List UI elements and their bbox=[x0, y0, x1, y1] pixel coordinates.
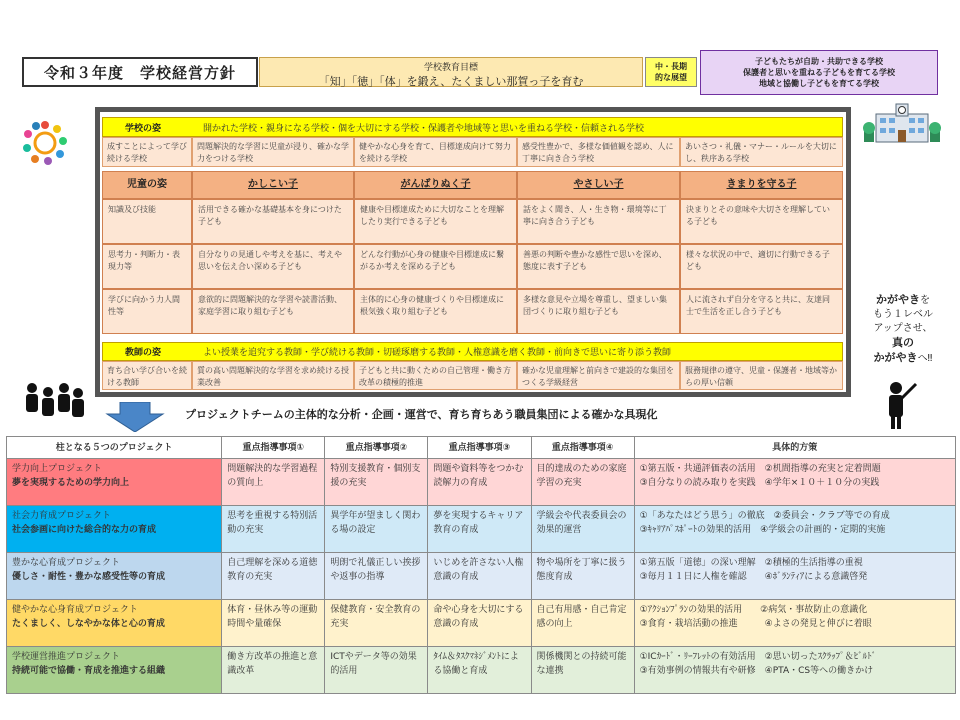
project-name-cell bbox=[7, 506, 222, 553]
plan-line: ③毎月１１日に人権を確認 ④ﾎﾞﾗﾝﾃｨｱによる意識啓発 bbox=[639, 572, 868, 582]
student-grid bbox=[102, 171, 843, 334]
school-cell: あいさつ・礼儀・マナー・ルールを大切にし、秩序ある学校 bbox=[680, 137, 843, 167]
student-cell: 主体的に心身の健康づくりや目標達成に根気強く取り組む子ども bbox=[354, 289, 517, 334]
project-name-cell bbox=[7, 600, 222, 647]
goal-text: 「知」「徳」「体」を鍛え、たくましい那賀っ子を育む bbox=[318, 75, 584, 88]
project-name: 学力向上プロジェクト bbox=[12, 464, 102, 474]
project-plan bbox=[634, 600, 955, 647]
project-name: 社会力育成プロジェクト bbox=[12, 511, 111, 521]
teacher-cell: 育ち合い学び合いを続ける教師 bbox=[102, 361, 192, 390]
student-cell: 善悪の判断や豊かな感性で思いを深め、態度に表す子ども bbox=[517, 244, 680, 289]
project-item: 夢を実現するキャリア教育の育成 bbox=[428, 506, 531, 553]
vision-line: 保護者と思いを重ねる子どもを育てる学校 bbox=[743, 68, 895, 77]
project-table bbox=[6, 436, 956, 694]
student-cell: 知識及び技能 bbox=[102, 199, 192, 244]
student-cell: 話をよく聞き、人・生き物・環境等に丁寧に向き合う子ども bbox=[517, 199, 680, 244]
project-header-cell: 重点指導事項④ bbox=[531, 437, 634, 459]
plan-line: ③自分なりの読み取りを実践 ④学年×１０＋１０分の実践 bbox=[639, 478, 880, 488]
student-header-cell: やさしい子 bbox=[517, 171, 680, 199]
student-cell: 活用できる確かな基礎基本を身につけた子ども bbox=[192, 199, 354, 244]
slogan-text: アップさせ、 bbox=[873, 323, 933, 334]
student-row bbox=[102, 289, 843, 334]
project-banner: プロジェクトチームの主体的な分析・企画・運営で、育ち育ちあう職員集団による確かな具現化 bbox=[185, 408, 658, 421]
student-row bbox=[102, 244, 843, 289]
project-item: 自己理解を深める道徳教育の充実 bbox=[222, 553, 325, 600]
project-subtitle: 持続可能で協働・育成を推進する組織 bbox=[12, 666, 166, 676]
project-plan bbox=[634, 647, 955, 694]
project-item: 問題や資料等をつかむ読解力の育成 bbox=[428, 459, 531, 506]
school-goal-box bbox=[259, 57, 643, 87]
kagayaki-slogan bbox=[858, 293, 948, 366]
student-cell: 決まりとその意味や大切さを理解している子ども bbox=[680, 199, 843, 244]
student-cell: 多様な意見や立場を尊重し、望ましい集団づくりに取り組む子ども bbox=[517, 289, 680, 334]
midterm-line-1: 中・長期 bbox=[655, 62, 687, 71]
project-item: 保健教育・安全教育の充実 bbox=[325, 600, 428, 647]
project-item: ﾀｲﾑ＆ﾀｽｸﾏﾈｼﾞﾒﾝﾄによる協働と育成 bbox=[428, 647, 531, 694]
project-item: 問題解決的な学習過程の質向上 bbox=[222, 459, 325, 506]
project-header-cell: 具体的方策 bbox=[634, 437, 955, 459]
project-row bbox=[7, 506, 956, 553]
project-subtitle: 優しさ・耐性・豊かな感受性等の育成 bbox=[12, 572, 166, 582]
plan-line: ①第五版・共通評価表の活用 ②机間指導の充実と定着問題 bbox=[639, 464, 881, 474]
student-header-cell: きまりを守る子 bbox=[680, 171, 843, 199]
plan-line: ③有効事例の情報共有や研修 ④PTA・CS等への働きかけ bbox=[639, 666, 874, 676]
project-name-cell bbox=[7, 647, 222, 694]
project-item: 思考を重視する特別活動の充実 bbox=[222, 506, 325, 553]
student-header-cell: 児童の姿 bbox=[102, 171, 192, 199]
school-label: 学校の姿 bbox=[125, 123, 162, 134]
project-header-row bbox=[7, 437, 956, 459]
school-cells bbox=[102, 137, 843, 167]
project-item: 目的達成のための家庭学習の充実 bbox=[531, 459, 634, 506]
project-name-cell bbox=[7, 459, 222, 506]
midterm-vision-label bbox=[645, 57, 697, 87]
vision-box bbox=[700, 50, 938, 95]
teacher-label: 教師の姿 bbox=[125, 348, 162, 358]
teacher-band bbox=[102, 342, 843, 361]
student-cell: 様々な状況の中で、適切に行動できる子ども bbox=[680, 244, 843, 289]
teacher-text: よい授業を追究する教師・学び続ける教師・切磋琢磨する教師・人権意識を磨く教師・前向きで思いに寄り添う教師 bbox=[203, 348, 672, 358]
student-cell: どんな行動が心身の健康や目標達成に繋がるか考えを深める子ども bbox=[354, 244, 517, 289]
school-text: 開かれた学校・親身になる学校・個を大切にする学校・保護者や地域等と思いを重ねる学校・信頼される学校 bbox=[203, 123, 645, 134]
project-item: 自己有用感・自己肯定感の向上 bbox=[531, 600, 634, 647]
project-row bbox=[7, 459, 956, 506]
student-cell: 学びに向かう力人間性等 bbox=[102, 289, 192, 334]
project-item: 命や心身を大切にする意識の育成 bbox=[428, 600, 531, 647]
student-cell: 意欲的に問題解決的な学習や読書活動、家庭学習に取り組む子ども bbox=[192, 289, 354, 334]
vision-line: 地域と協働し子どもを育てる学校 bbox=[759, 79, 879, 88]
project-item: 働き方改革の推進と意識改革 bbox=[222, 647, 325, 694]
down-arrow-icon bbox=[105, 402, 165, 432]
teacher-cells bbox=[102, 361, 843, 390]
staff-group-icon bbox=[22, 380, 86, 422]
student-cell: 自分なりの見通しや考えを基に、考えや思いを伝え合い深める子ども bbox=[192, 244, 354, 289]
project-header-cell: 重点指導事項① bbox=[222, 437, 325, 459]
plan-line: ③食育・栽培活動の推進 ④よさの発見と伸びに着眼 bbox=[639, 619, 872, 629]
goal-label: 学校教育目標 bbox=[423, 63, 478, 73]
page-title: 令和３年度 学校経営方針 bbox=[22, 57, 258, 87]
student-cell: 思考力・判断力・表現力等 bbox=[102, 244, 192, 289]
slogan-text: もう１レベル bbox=[873, 309, 933, 320]
project-row bbox=[7, 647, 956, 694]
school-cell: 健やかな心身を育て、目標達成向けて努力を続ける学校 bbox=[354, 137, 517, 167]
school-cell: 成すことによって学び続ける学校 bbox=[102, 137, 192, 167]
teacher-cell: 質の高い問題解決的な学習を求め続ける授業改善 bbox=[192, 361, 354, 390]
plan-line: ①ｱｸｼｮﾝﾌﾟﾗﾝの効果的活用 ②病気・事故防止の意識化 bbox=[639, 605, 868, 615]
project-subtitle: 夢を実現するための学力向上 bbox=[12, 478, 130, 488]
project-subtitle: たくましく、しなやかな体と心の育成 bbox=[12, 619, 165, 629]
student-header-cell: かしこい子 bbox=[192, 171, 354, 199]
student-cell: 人に流されず自分を守ると共に、友達同士で生活を正し合う子ども bbox=[680, 289, 843, 334]
plan-line: ①第五版「道徳」の深い理解 ②積極的生活指導の重視 bbox=[639, 558, 863, 568]
project-item: 関係機関との持続可能な連携 bbox=[531, 647, 634, 694]
project-item: ICTやデータ等の効果的活用 bbox=[325, 647, 428, 694]
school-cell: 感受性豊かで、多様な価値観を認め、人に丁寧に向き合う学校 bbox=[517, 137, 680, 167]
slogan-word: 真の bbox=[892, 336, 914, 349]
project-header-cell: 重点指導事項② bbox=[325, 437, 428, 459]
project-header-cell: 重点指導事項③ bbox=[428, 437, 531, 459]
teacher-pointing-icon bbox=[882, 380, 918, 430]
teacher-cell: 子どもと共に動くための自己管理・働き方改革の積極的推進 bbox=[354, 361, 517, 390]
plan-line: ①ICｶｰﾄﾞ・ﾘｰﾌﾚｯﾄの有効活用 ②思い切ったｽｸﾗｯﾌﾟ＆ﾋﾞﾙﾄﾞ bbox=[639, 652, 877, 662]
project-plan bbox=[634, 506, 955, 553]
midterm-line-2: 的な展望 bbox=[655, 73, 687, 82]
teacher-cell: 服務規律の遵守、児童・保護者・地域等からの厚い信頼 bbox=[680, 361, 843, 390]
plan-line: ①「あなたはどう思う」の徹底 ②委員会・クラブ等での育成 bbox=[639, 511, 890, 521]
project-name: 豊かな心育成プロジェクト bbox=[12, 558, 120, 568]
project-name-cell bbox=[7, 553, 222, 600]
project-item: 学級会や代表委員会の効果的運営 bbox=[531, 506, 634, 553]
student-cell: 健康や目標達成ために大切なことを理解したり実行できる子ども bbox=[354, 199, 517, 244]
project-item: 特別支援教育・個別支援の充実 bbox=[325, 459, 428, 506]
student-header-row bbox=[102, 171, 843, 199]
teacher-cell: 確かな児童理解と前向きで建設的な集団をつくる学級経営 bbox=[517, 361, 680, 390]
student-row bbox=[102, 199, 843, 244]
project-name: 学校運営推進プロジェクト bbox=[12, 652, 120, 662]
project-item: 物や場所を丁寧に扱う態度育成 bbox=[531, 553, 634, 600]
slogan-word: かがやき bbox=[876, 293, 920, 306]
children-circle-icon bbox=[22, 120, 68, 166]
student-header-cell: がんばりぬく子 bbox=[354, 171, 517, 199]
project-item: 異学年が望ましく関わる場の設定 bbox=[325, 506, 428, 553]
project-row bbox=[7, 553, 956, 600]
project-row bbox=[7, 600, 956, 647]
slogan-text: を bbox=[920, 295, 930, 306]
project-item: 明朗で礼儀正しい挨拶や返事の指導 bbox=[325, 553, 428, 600]
school-band bbox=[102, 117, 843, 137]
project-header-cell: 柱となる５つのプロジェクト bbox=[7, 437, 222, 459]
plan-line: ③ｷｬﾘｱﾊﾟｽﾎﾟｰﾄの効果的活用 ④学級会の計画的・定期的実施 bbox=[639, 525, 886, 535]
project-name: 健やかな心身育成プロジェクト bbox=[12, 605, 138, 615]
slogan-text: へ‼ bbox=[917, 353, 933, 364]
school-cell: 問題解決的な学習に児童が浸り、確かな学力をつける学校 bbox=[192, 137, 354, 167]
project-item: 体育・昼休み等の運動時間や量確保 bbox=[222, 600, 325, 647]
project-item: いじめを許さない人権意識の育成 bbox=[428, 553, 531, 600]
vision-line: 子どもたちが自助・共助できる学校 bbox=[755, 57, 883, 66]
project-subtitle: 社会参画に向けた総合的な力の育成 bbox=[12, 525, 157, 535]
project-plan bbox=[634, 459, 955, 506]
school-building-icon bbox=[862, 100, 942, 145]
slogan-word: かがやき bbox=[873, 351, 918, 364]
project-plan bbox=[634, 553, 955, 600]
